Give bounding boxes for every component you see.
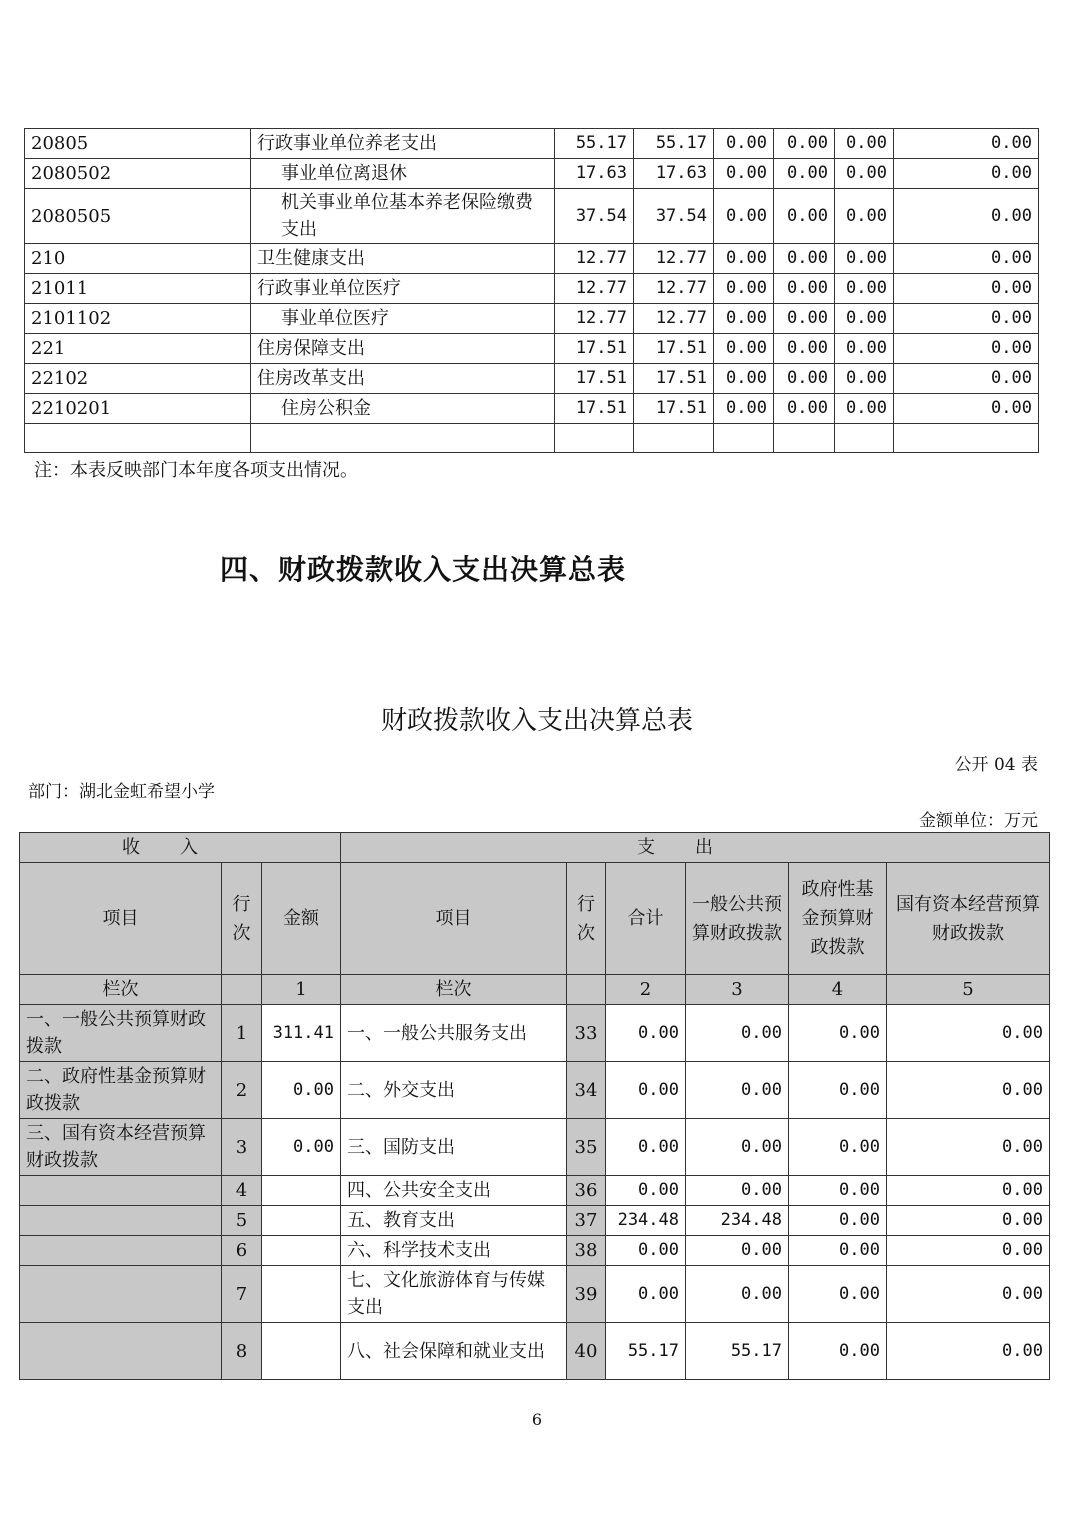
table-row [20, 1266, 1050, 1323]
gov-fund-amount: 0.00 [789, 1005, 887, 1062]
table-row [20, 1062, 1050, 1119]
amount-cell: 17.51 [634, 334, 714, 364]
total-amount: 0.00 [606, 1176, 686, 1206]
amount-cell: 0.00 [774, 244, 835, 274]
income-item [20, 1236, 222, 1266]
amount-cell: 0.00 [894, 304, 1039, 334]
state-capital-amount: 0.00 [887, 1266, 1050, 1323]
state-capital-amount: 0.00 [887, 1323, 1050, 1380]
department-label: 部门：湖北金虹希望小学 [28, 782, 215, 802]
state-capital-header: 国有资本经营预算财政拨款 [887, 863, 1050, 975]
gov-fund-amount: 0.00 [789, 1266, 887, 1323]
general-budget-amount: 0.00 [686, 1176, 789, 1206]
amount-cell: 0.00 [774, 304, 835, 334]
general-budget-amount: 0.00 [686, 1266, 789, 1323]
amount-cell [835, 424, 894, 453]
income-row-no: 3 [222, 1119, 262, 1176]
amount-cell [714, 424, 774, 453]
amount-cell: 17.51 [555, 334, 634, 364]
table-row [25, 129, 1039, 159]
gov-fund-header: 政府性基金预算财政拨款 [789, 863, 887, 975]
subject-name: 机关事业单位基本养老保险缴费支出 [251, 189, 555, 244]
gov-fund-amount: 0.00 [789, 1323, 887, 1380]
total-header: 合计 [606, 863, 686, 975]
amount-cell: 12.77 [634, 244, 714, 274]
income-amount [262, 1323, 341, 1380]
expense-item: 七、文化旅游体育与传媒支出 [341, 1266, 567, 1323]
table-row [20, 1176, 1050, 1206]
income-row-no: 5 [222, 1206, 262, 1236]
state-capital-amount: 0.00 [887, 1005, 1050, 1062]
general-budget-amount: 0.00 [686, 1005, 789, 1062]
amount-cell: 0.00 [774, 364, 835, 394]
income-amount [262, 1236, 341, 1266]
income-amount [262, 1266, 341, 1323]
income-amount [262, 1176, 341, 1206]
col-2: 2 [606, 975, 686, 1005]
gov-fund-amount: 0.00 [789, 1236, 887, 1266]
subject-code: 2080505 [25, 189, 251, 244]
subject-name [251, 424, 555, 453]
total-amount: 55.17 [606, 1323, 686, 1380]
header-row-group [20, 833, 1050, 863]
amount-cell: 0.00 [835, 274, 894, 304]
subject-code: 22102 [25, 364, 251, 394]
amount-cell: 0.00 [894, 364, 1039, 394]
amount-cell: 0.00 [835, 189, 894, 244]
page-number: 6 [531, 1410, 543, 1429]
amount-cell: 0.00 [774, 274, 835, 304]
expense-detail-table [24, 128, 1039, 453]
amount-cell: 17.51 [634, 394, 714, 424]
amount-cell: 0.00 [835, 159, 894, 189]
amount-cell: 0.00 [894, 334, 1039, 364]
table-row [20, 1206, 1050, 1236]
fiscal-summary-table [19, 832, 1050, 1380]
subject-code: 2101102 [25, 304, 251, 334]
table-note: 注：本表反映部门本年度各项支出情况。 [34, 460, 358, 481]
subject-name: 事业单位医疗 [251, 304, 555, 334]
total-amount: 0.00 [606, 1119, 686, 1176]
table-row [25, 424, 1039, 453]
general-budget-amount: 55.17 [686, 1323, 789, 1380]
amount-cell: 0.00 [894, 159, 1039, 189]
table-row [25, 334, 1039, 364]
expense-row-no: 35 [567, 1119, 606, 1176]
amount-cell: 0.00 [714, 129, 774, 159]
amount-cell [634, 424, 714, 453]
state-capital-amount: 0.00 [887, 1206, 1050, 1236]
amount-cell [894, 424, 1039, 453]
subject-name: 事业单位离退休 [251, 159, 555, 189]
income-item [20, 1266, 222, 1323]
expense-row-no-header: 行次 [567, 863, 606, 975]
income-item [20, 1323, 222, 1380]
table-row [25, 159, 1039, 189]
state-capital-amount: 0.00 [887, 1062, 1050, 1119]
amount-cell: 0.00 [835, 334, 894, 364]
subject-code: 2210201 [25, 394, 251, 424]
amount-cell: 0.00 [774, 129, 835, 159]
col-3: 3 [686, 975, 789, 1005]
total-amount: 234.48 [606, 1206, 686, 1236]
amount-cell: 0.00 [835, 394, 894, 424]
col-4: 4 [789, 975, 887, 1005]
subject-code: 221 [25, 334, 251, 364]
general-budget-amount: 0.00 [686, 1062, 789, 1119]
amount-cell: 0.00 [894, 244, 1039, 274]
total-amount: 0.00 [606, 1062, 686, 1119]
header-row-columns [20, 863, 1050, 975]
amount-cell: 0.00 [714, 189, 774, 244]
income-row-no: 1 [222, 1005, 262, 1062]
expense-row-no: 39 [567, 1266, 606, 1323]
expense-row-no: 34 [567, 1062, 606, 1119]
gov-fund-amount: 0.00 [789, 1119, 887, 1176]
subject-name: 住房公积金 [251, 394, 555, 424]
amount-cell: 0.00 [894, 274, 1039, 304]
gov-fund-amount: 0.00 [789, 1176, 887, 1206]
expense-item: 三、国防支出 [341, 1119, 567, 1176]
expense-item-header: 项目 [341, 863, 567, 975]
col-blank [222, 975, 262, 1005]
income-item [20, 1206, 222, 1236]
table-row [25, 304, 1039, 334]
expense-item: 四、公共安全支出 [341, 1176, 567, 1206]
amount-cell: 12.77 [634, 274, 714, 304]
amount-cell [774, 424, 835, 453]
expense-row-no: 38 [567, 1236, 606, 1266]
gov-fund-amount: 0.00 [789, 1062, 887, 1119]
subject-name: 住房保障支出 [251, 334, 555, 364]
amount-cell: 0.00 [894, 394, 1039, 424]
amount-cell [555, 424, 634, 453]
table-title: 财政拨款收入支出决算总表 [380, 706, 693, 736]
table-row [25, 244, 1039, 274]
col-5: 5 [887, 975, 1050, 1005]
amount-cell: 0.00 [774, 189, 835, 244]
expense-item: 一、一般公共服务支出 [341, 1005, 567, 1062]
table-row [25, 274, 1039, 304]
table-row [25, 189, 1039, 244]
col-1: 1 [262, 975, 341, 1005]
amount-cell: 55.17 [634, 129, 714, 159]
expense-row-no: 37 [567, 1206, 606, 1236]
expense-item: 五、教育支出 [341, 1206, 567, 1236]
income-row-no: 8 [222, 1323, 262, 1380]
amount-cell: 0.00 [774, 394, 835, 424]
expense-item: 六、科学技术支出 [341, 1236, 567, 1266]
income-row-no-header: 行次 [222, 863, 262, 975]
amount-cell: 0.00 [714, 334, 774, 364]
amount-cell: 0.00 [714, 364, 774, 394]
income-amount [262, 1206, 341, 1236]
amount-cell: 37.54 [555, 189, 634, 244]
expense-item: 二、外交支出 [341, 1062, 567, 1119]
amount-cell: 0.00 [774, 334, 835, 364]
income-item: 二、政府性基金预算财政拨款 [20, 1062, 222, 1119]
income-item [20, 1176, 222, 1206]
general-budget-amount: 234.48 [686, 1206, 789, 1236]
col-label-2: 栏次 [341, 975, 567, 1005]
amount-cell: 0.00 [714, 394, 774, 424]
table-row [20, 1323, 1050, 1380]
table-row [20, 1119, 1050, 1176]
amount-cell: 0.00 [894, 189, 1039, 244]
state-capital-amount: 0.00 [887, 1119, 1050, 1176]
amount-cell: 55.17 [555, 129, 634, 159]
subject-code: 2080502 [25, 159, 251, 189]
table-code: 公开 04 表 [954, 755, 1038, 775]
income-item-header: 项目 [20, 863, 222, 975]
income-item: 一、一般公共预算财政拨款 [20, 1005, 222, 1062]
column-number-row [20, 975, 1050, 1005]
gov-fund-amount: 0.00 [789, 1206, 887, 1236]
income-item: 三、国有资本经营预算财政拨款 [20, 1119, 222, 1176]
section-title: 四、财政拨款收入支出决算总表 [220, 553, 627, 586]
income-row-no: 6 [222, 1236, 262, 1266]
income-amount-header: 金额 [262, 863, 341, 975]
amount-cell: 37.54 [634, 189, 714, 244]
income-row-no: 7 [222, 1266, 262, 1323]
general-budget-header: 一般公共预算财政拨款 [686, 863, 789, 975]
subject-code: 20805 [25, 129, 251, 159]
general-budget-amount: 0.00 [686, 1236, 789, 1266]
amount-cell: 0.00 [835, 244, 894, 274]
amount-cell: 17.51 [555, 364, 634, 394]
amount-cell: 12.77 [555, 244, 634, 274]
amount-cell: 17.51 [634, 364, 714, 394]
unit-label: 金额单位：万元 [919, 811, 1038, 831]
table-row [20, 1005, 1050, 1062]
expense-row-no: 40 [567, 1323, 606, 1380]
amount-cell: 17.51 [555, 394, 634, 424]
col-label: 栏次 [20, 975, 222, 1005]
amount-cell: 0.00 [835, 364, 894, 394]
income-row-no: 4 [222, 1176, 262, 1206]
amount-cell: 0.00 [774, 159, 835, 189]
income-row-no: 2 [222, 1062, 262, 1119]
amount-cell: 0.00 [714, 304, 774, 334]
amount-cell: 0.00 [714, 244, 774, 274]
subject-code [25, 424, 251, 453]
subject-name: 卫生健康支出 [251, 244, 555, 274]
table-row [20, 1236, 1050, 1266]
amount-cell: 0.00 [894, 129, 1039, 159]
income-amount: 0.00 [262, 1119, 341, 1176]
state-capital-amount: 0.00 [887, 1236, 1050, 1266]
total-amount: 0.00 [606, 1266, 686, 1323]
amount-cell: 12.77 [634, 304, 714, 334]
amount-cell: 0.00 [714, 159, 774, 189]
amount-cell: 12.77 [555, 304, 634, 334]
subject-name: 行政事业单位养老支出 [251, 129, 555, 159]
amount-cell: 0.00 [835, 129, 894, 159]
expense-item: 八、社会保障和就业支出 [341, 1323, 567, 1380]
expense-row-no: 36 [567, 1176, 606, 1206]
income-header: 收入 [20, 833, 341, 863]
subject-code: 21011 [25, 274, 251, 304]
table-row [25, 394, 1039, 424]
expense-row-no: 33 [567, 1005, 606, 1062]
col-blank-2 [567, 975, 606, 1005]
subject-name: 行政事业单位医疗 [251, 274, 555, 304]
expense-header: 支出 [341, 833, 1050, 863]
amount-cell: 0.00 [714, 274, 774, 304]
subject-code: 210 [25, 244, 251, 274]
total-amount: 0.00 [606, 1236, 686, 1266]
amount-cell: 17.63 [555, 159, 634, 189]
amount-cell: 12.77 [555, 274, 634, 304]
income-amount: 0.00 [262, 1062, 341, 1119]
table-row [25, 364, 1039, 394]
income-amount: 311.41 [262, 1005, 341, 1062]
amount-cell: 0.00 [835, 304, 894, 334]
total-amount: 0.00 [606, 1005, 686, 1062]
general-budget-amount: 0.00 [686, 1119, 789, 1176]
subject-name: 住房改革支出 [251, 364, 555, 394]
amount-cell: 17.63 [634, 159, 714, 189]
state-capital-amount: 0.00 [887, 1176, 1050, 1206]
